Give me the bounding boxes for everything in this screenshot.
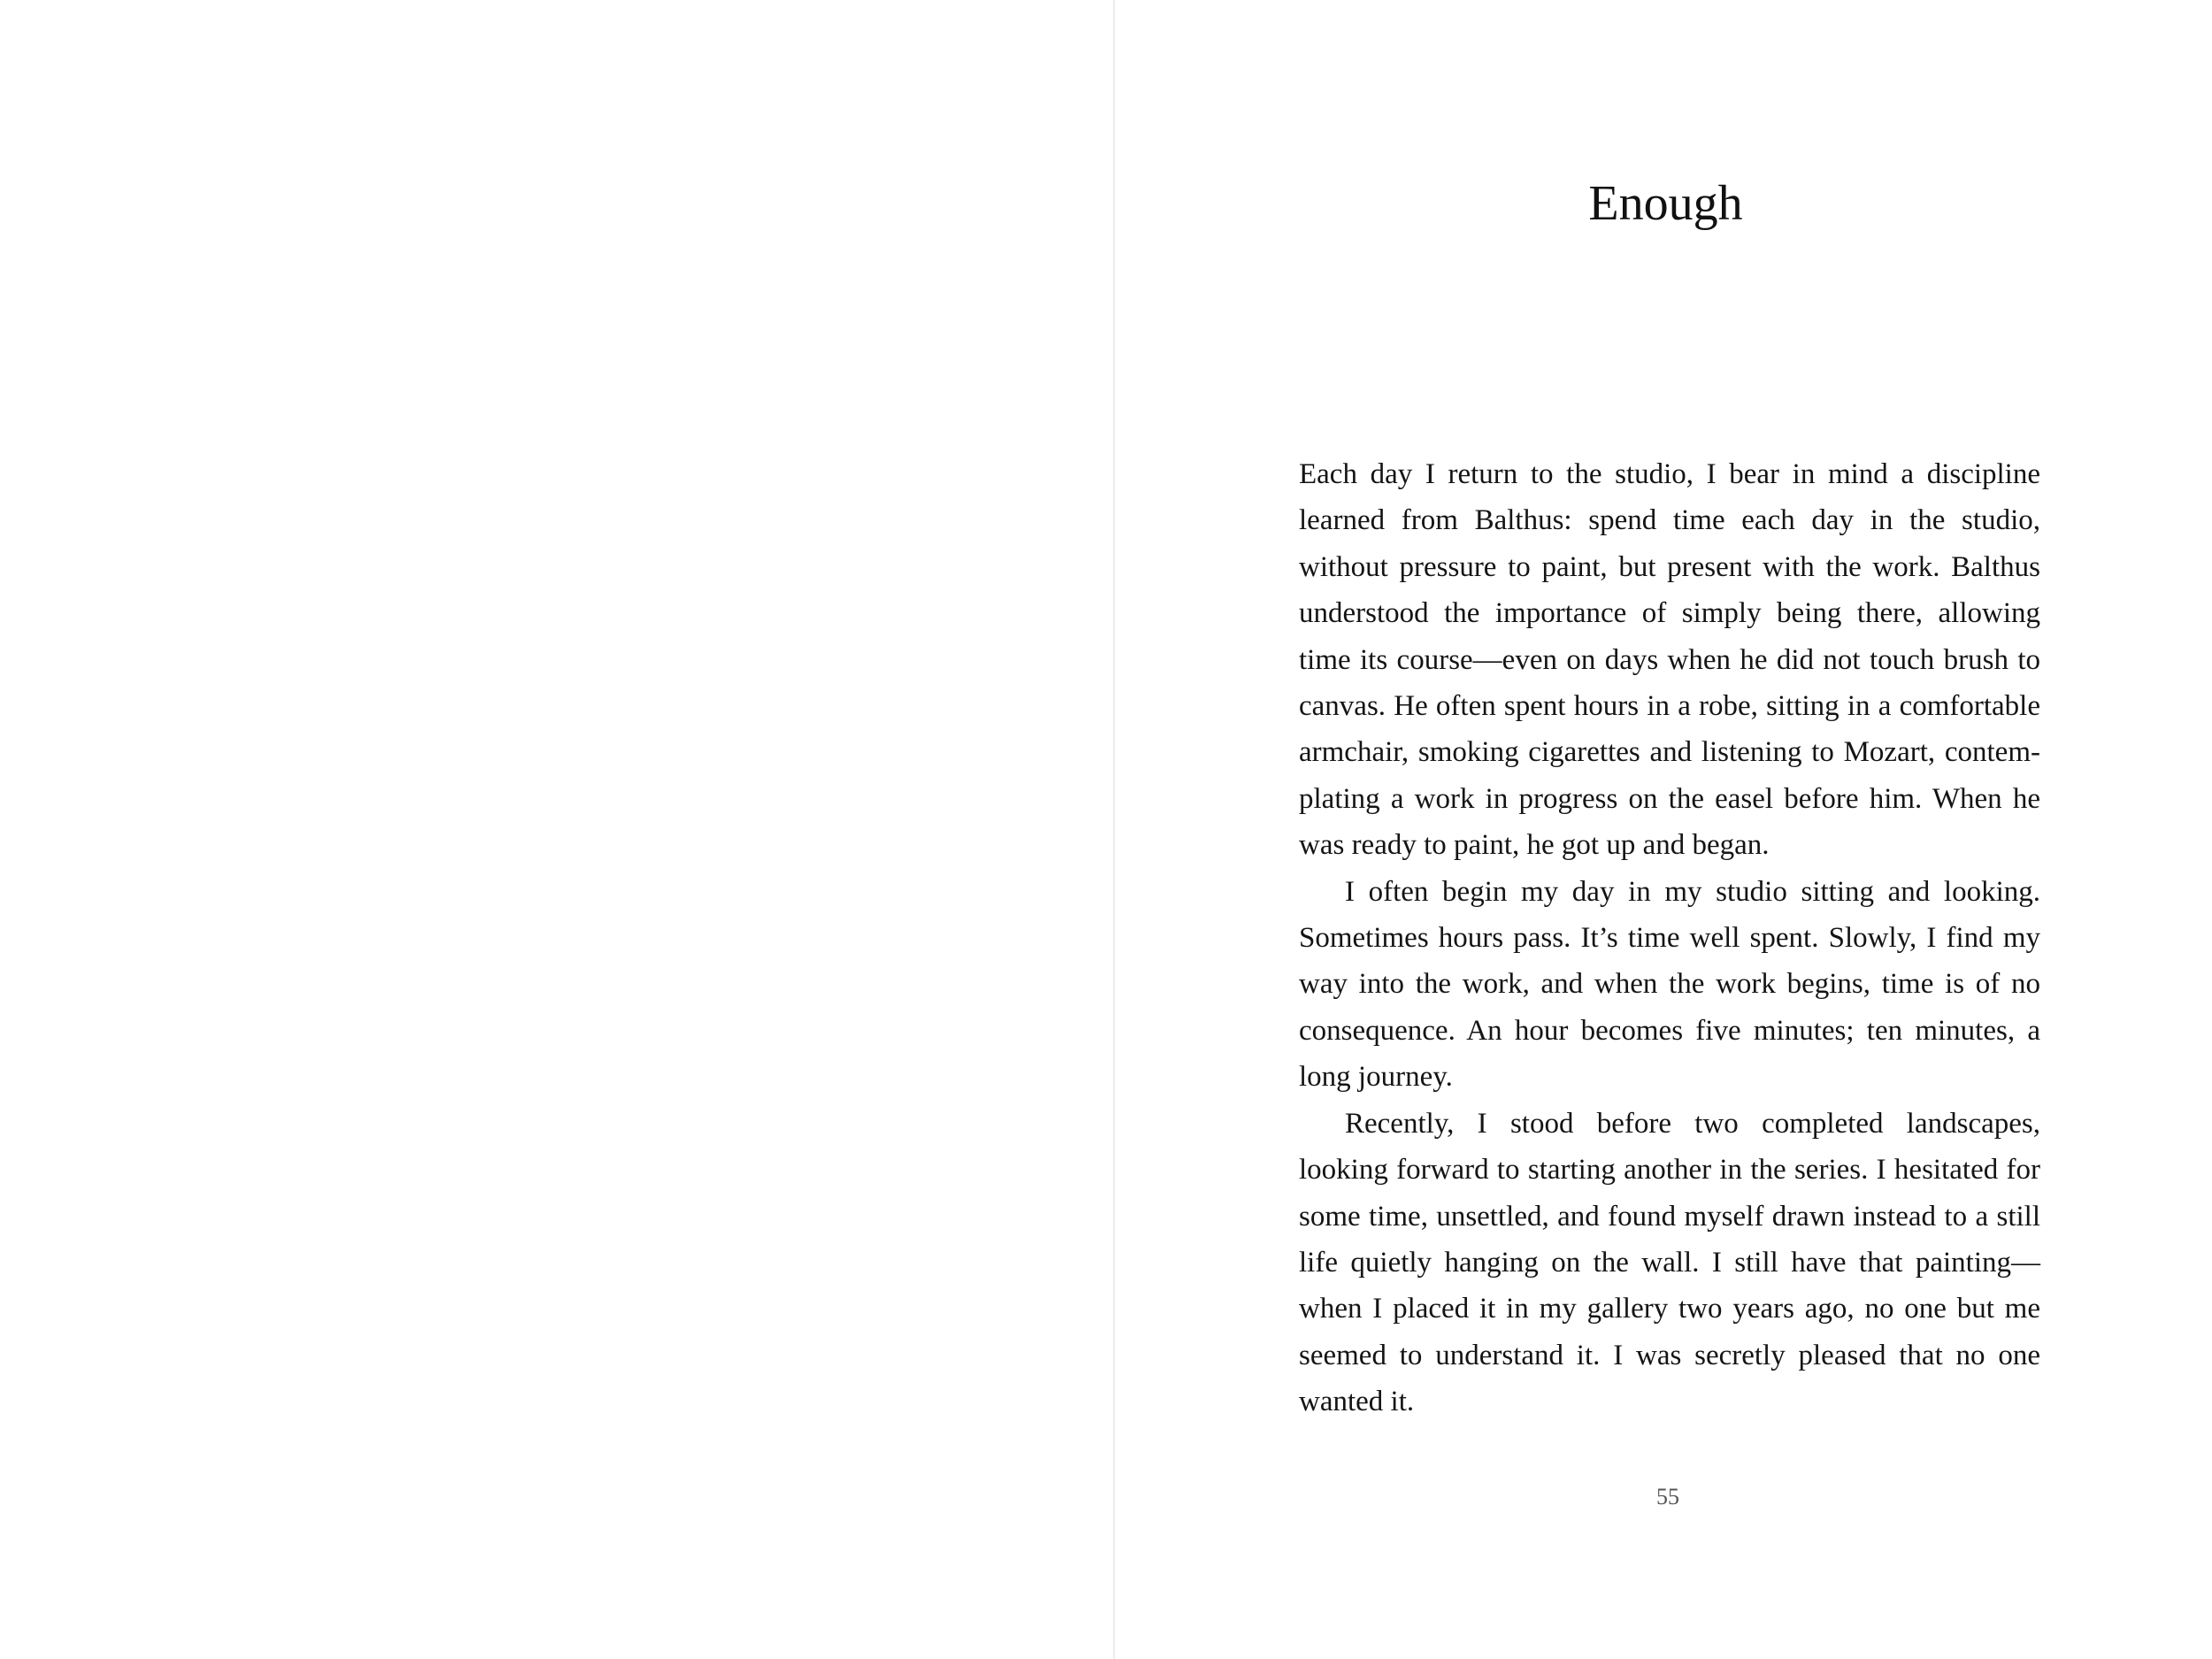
chapter-title: Enough <box>1588 176 1743 231</box>
paragraph-3: Recently, I stood before two completed landscapes, looking forward to starting another in the series. I hesitated for some time, unsettled, and found myself drawn instead to a still life quietly hanging on the wall. I still have that painting—when I placed it in my gallery two years ago, no one but me seemed to understand it. I was secretly pleased that no one wanted it. <box>1299 1107 2040 1418</box>
page-number: 55 <box>1656 1484 1679 1509</box>
paragraph-2: I often begin my day in my studio sitting and looking. Sometimes hours pass. It’s time well spent. Slowly, I find my way into the work, and when the work begins, time is of no consequence. An hour becomes five minutes; ten minutes, a long journey. <box>1299 875 2040 1094</box>
paragraph-1: Each day I return to the studio, I bear in mind a discipline learned from Balthus: spend time each day in the studio, without pressure to paint, but present with the work. Balthus understood the importance of simply being there, allowing time its course—even on days when he did not touch brush to canvas. He often spent hours in a robe, sitting in a comfortable armchair, smoking cigarettes and listening to Mozart, contemplating a work in progress on the easel before him. When he was ready to paint, he got up and began. <box>1299 458 2040 862</box>
body-text <box>1299 451 2040 1425</box>
